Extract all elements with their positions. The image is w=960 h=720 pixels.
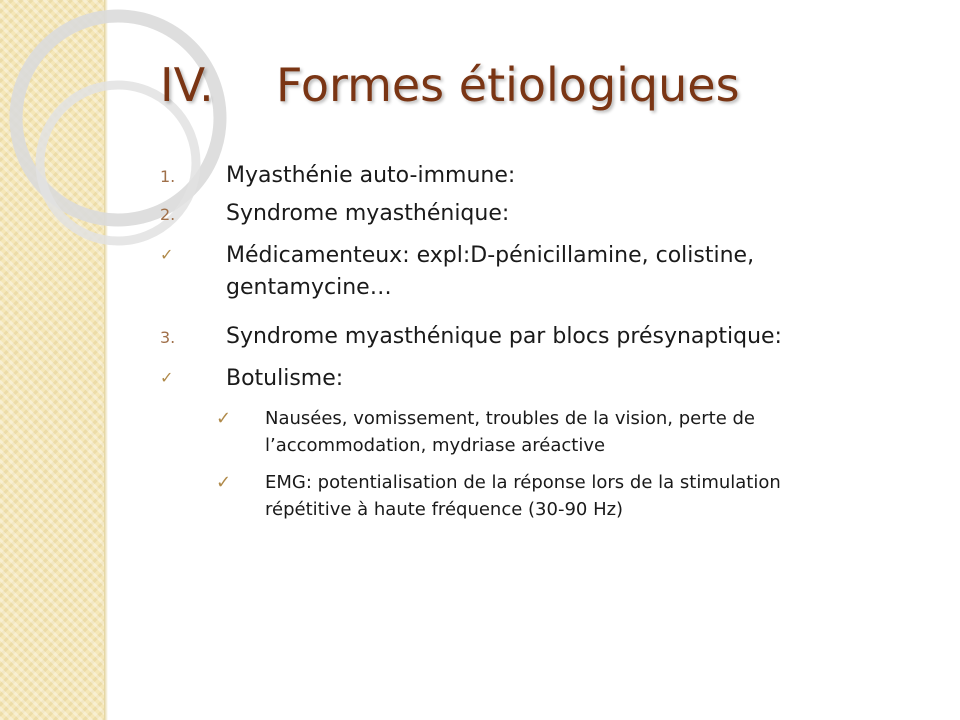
item-number: 1.: [160, 167, 176, 186]
checkmark-icon: ✓: [216, 472, 232, 493]
item-text: Myasthénie auto-immune:: [226, 163, 516, 188]
slide-title: [160, 58, 740, 112]
item-text: Syndrome myasthénique par blocs présynaptique:: [226, 324, 782, 349]
decorative-rings: [0, 0, 260, 260]
item-text-continued: répétitive à haute fréquence (30-90 Hz): [265, 499, 624, 520]
checkmark-icon: ✓: [160, 368, 174, 387]
checkmark-icon: ✓: [160, 245, 174, 264]
item-text: Syndrome myasthénique:: [226, 201, 510, 226]
item-text: EMG: potentialisation de la réponse lors de la stimulation: [265, 472, 781, 493]
item-text-continued: gentamycine…: [226, 275, 392, 300]
item-text: Médicamenteux: expl:D-pénicillamine, colistine,: [226, 243, 755, 268]
checkmark-icon: ✓: [216, 408, 232, 429]
item-text-continued: l’accommodation, mydriase aréactive: [265, 435, 606, 456]
title-text: Formes étiologiques: [276, 58, 740, 112]
item-number: 3.: [160, 328, 176, 347]
item-text: Nausées, vomissement, troubles de la vision, perte de: [265, 408, 756, 429]
item-number: 2.: [160, 205, 176, 224]
item-text: Botulisme:: [226, 366, 344, 391]
title-number: IV.: [160, 58, 214, 112]
